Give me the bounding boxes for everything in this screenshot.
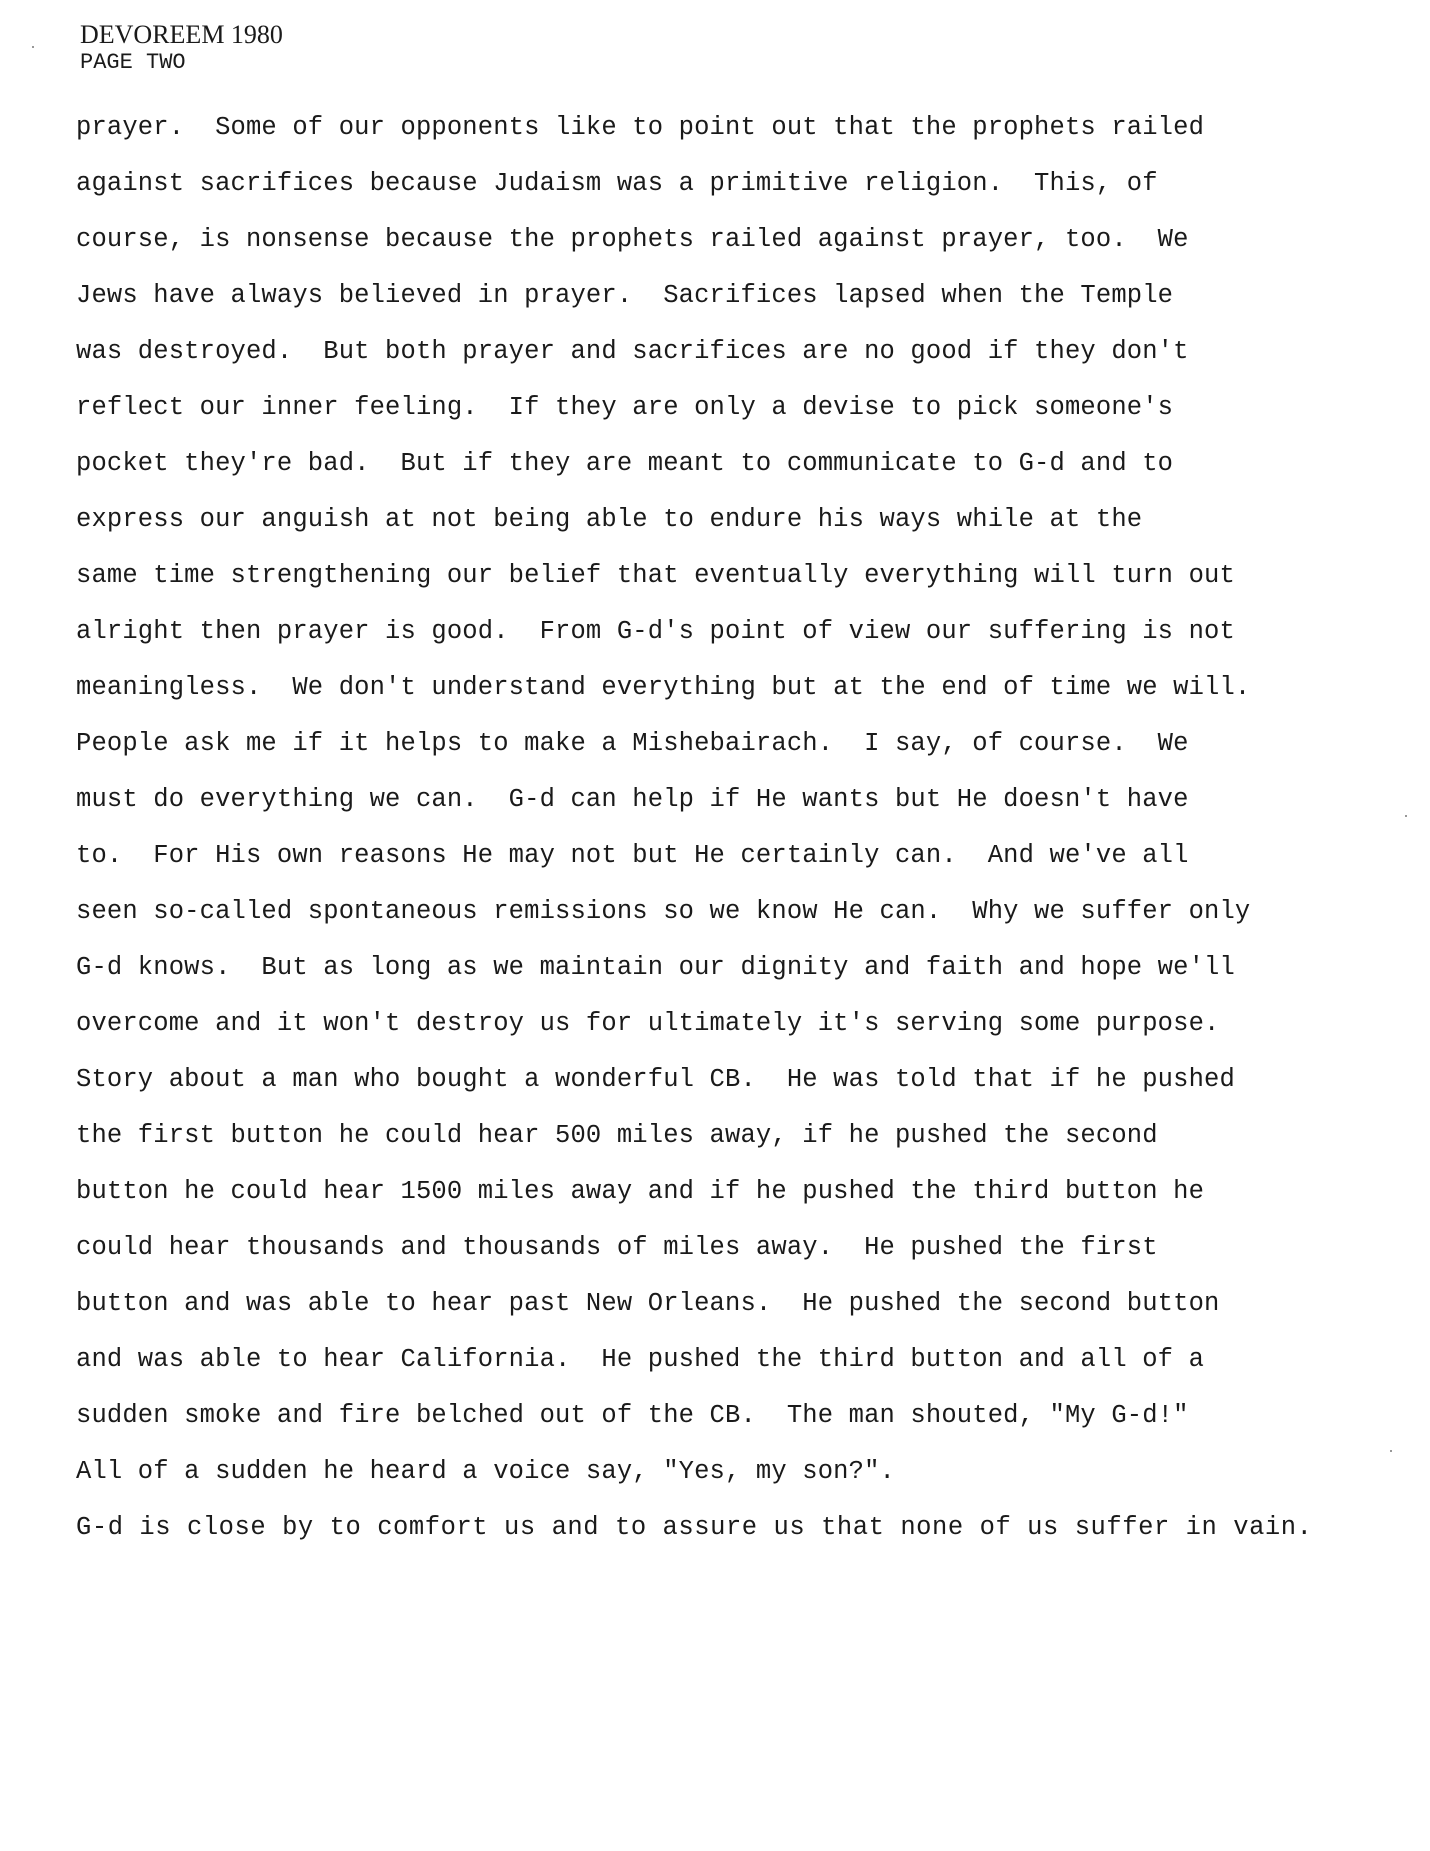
text-line: was destroyed. But both prayer and sacrifices are no good if they don't <box>76 337 1189 366</box>
document-title: DEVOREEM 1980 <box>80 20 283 49</box>
text-line: course, is nonsense because the prophets railed against prayer, too. We <box>76 225 1189 254</box>
text-line: to. For His own reasons He may not but He certainly can. And we've all <box>76 841 1189 870</box>
text-line: button he could hear 1500 miles away and if he pushed the third button he <box>76 1177 1205 1206</box>
text-line: overcome and it won't destroy us for ultimately it's serving some purpose. <box>76 1009 1220 1038</box>
text-line: meaningless. We don't understand everything but at the end of time we will. <box>76 673 1251 702</box>
text-line: People ask me if it helps to make a Mishebairach. I say, of course. We <box>76 729 1189 758</box>
text-line: G-d is close by to comfort us and to assure us that none of us suffer in vain. <box>76 1513 1313 1542</box>
text-line: same time strengthening our belief that eventually everything will turn out <box>76 561 1235 590</box>
text-line: Jews have always believed in prayer. Sacrifices lapsed when the Temple <box>76 281 1174 310</box>
text-line: express our anguish at not being able to endure his ways while at the <box>76 505 1143 534</box>
text-line: must do everything we can. G-d can help if He wants but He doesn't have <box>76 785 1189 814</box>
scan-speck <box>32 46 34 48</box>
text-line: sudden smoke and fire belched out of the CB. The man shouted, "My G-d!" <box>76 1401 1189 1430</box>
text-line: button and was able to hear past New Orleans. He pushed the second button <box>76 1289 1220 1318</box>
text-line: All of a sudden he heard a voice say, "Yes, my son?". <box>76 1457 895 1486</box>
text-line: reflect our inner feeling. If they are only a devise to pick someone's <box>76 393 1174 422</box>
text-line: pocket they're bad. But if they are meant to communicate to G-d and to <box>76 449 1174 478</box>
text-line: G-d knows. But as long as we maintain our dignity and faith and hope we'll <box>76 953 1235 982</box>
text-line: prayer. Some of our opponents like to point out that the prophets railed <box>76 113 1205 142</box>
text-line: Story about a man who bought a wonderful CB. He was told that if he pushed <box>76 1065 1235 1094</box>
text-line: seen so-called spontaneous remissions so we know He can. Why we suffer only <box>76 897 1251 926</box>
text-line: could hear thousands and thousands of miles away. He pushed the first <box>76 1233 1158 1262</box>
text-line: the first button he could hear 500 miles away, if he pushed the second <box>76 1121 1158 1150</box>
scan-speck <box>1405 815 1407 817</box>
page-label: PAGE TWO <box>80 50 186 75</box>
text-line: and was able to hear California. He pushed the third button and all of a <box>76 1345 1205 1374</box>
body-text <box>76 100 1416 1556</box>
text-line: against sacrifices because Judaism was a primitive religion. This, of <box>76 169 1158 198</box>
text-line: alright then prayer is good. From G-d's point of view our suffering is not <box>76 617 1235 646</box>
scan-speck <box>1390 1450 1392 1452</box>
